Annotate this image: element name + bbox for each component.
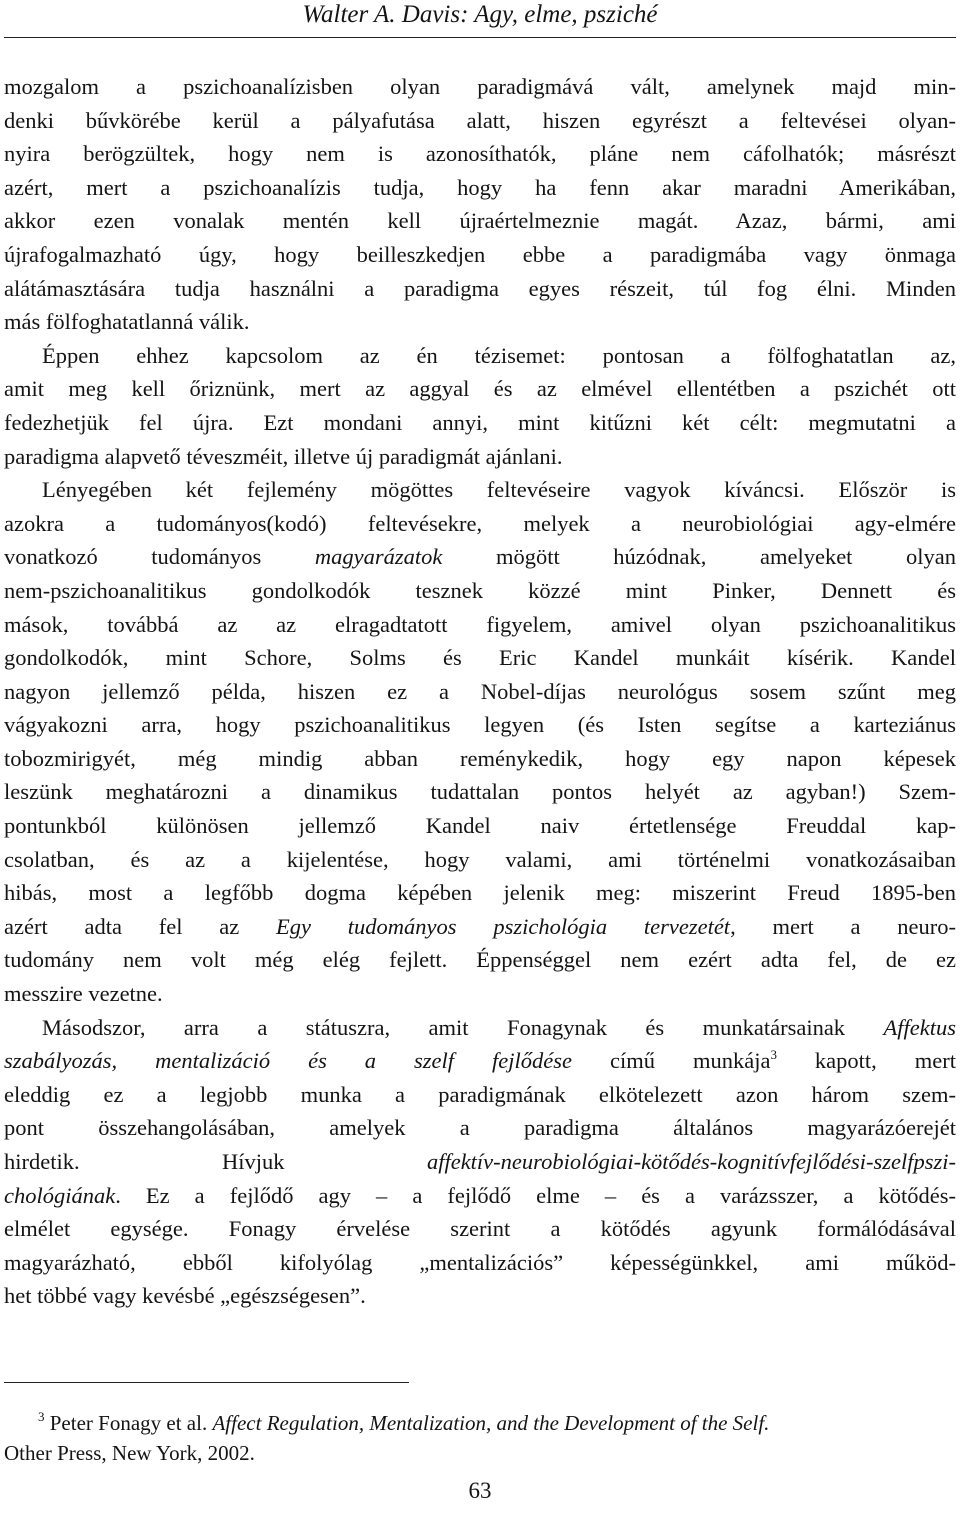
text-run: vonatkozó tudományos xyxy=(4,544,315,570)
text-line xyxy=(4,1145,956,1179)
text-line: amit meg kell őriznünk, mert az aggyal és az elmével ellentétben a pszichét ott xyxy=(4,376,956,402)
text-line: más fölfoghatatlanná válik. xyxy=(4,309,250,335)
text-line: fedezhetjük fel újra. Ezt mondani annyi, mint kitűzni két célt: megmutatni a xyxy=(4,409,956,435)
text-line: mások, továbbá az az elragadtatott figyelem, amivel olyan pszichoanalitikus xyxy=(4,611,956,637)
footnote-marker: 3 xyxy=(770,1047,777,1063)
text-line: csolatban, és az a kijelentése, hogy valami, ami történelmi vonatkozásaiban xyxy=(4,846,956,872)
footnote-title: Affect Regulation, Mentalization, and the Development of the Self. xyxy=(212,1411,770,1435)
text-line: alátámasztására tudja használni a paradigma egyes részeit, túl fog élni. Minden xyxy=(4,275,956,301)
footnote-number: 3 xyxy=(38,1409,45,1424)
text-run: . Ez a fejlődő agy – a fejlődő elme – és a varázsszer, a kötődés- xyxy=(115,1182,956,1208)
text-run: , mert a neuro- xyxy=(730,913,956,939)
text-line: pontunkból különösen jellemző Kandel naiv értetlensége Freuddal kap- xyxy=(4,813,956,839)
page-number: 63 xyxy=(468,1478,492,1503)
header-rule xyxy=(4,37,956,38)
text-run: mögött húzódnak, amelyeket olyan xyxy=(442,544,956,570)
text-run: című munkája xyxy=(572,1048,771,1074)
text-line xyxy=(4,910,956,944)
footnote-line: Other Press, New York, 2002. xyxy=(4,1441,255,1465)
text-run: Másodszor, arra a státuszra, amit Fonagynak és munkatársainak xyxy=(42,1014,884,1040)
text-line: mozgalom a pszichoanalízisben olyan paradigmává vált, amelynek majd min- xyxy=(4,74,956,99)
text-line: magyarázható, ebből kifolyólag „mentalizációs” képességünkkel, ami működ- xyxy=(4,1249,956,1275)
footnote xyxy=(4,1408,956,1468)
text-line: elmélet egysége. Fonagy érvelése szerint a kötődés agyunk formálódásával xyxy=(4,1216,956,1242)
text-line: Lényegében két fejlemény mögöttes feltevéseire vagyok kíváncsi. Először is xyxy=(42,477,956,503)
text-line: eleddig ez a legjobb munka a paradigmának elkötelezett azon három szem- xyxy=(4,1081,956,1107)
text-run: hirdetik. Hívjuk xyxy=(4,1149,427,1174)
text-line: Éppen ehhez kapcsolom az én tézisemet: pontosan a fölfoghatatlan az, xyxy=(42,342,956,368)
text-line: pont összehangolásában, amelyek a paradigma általános magyarázóerejét xyxy=(4,1115,956,1141)
italic-run: szabályozás, mentalizáció és a szelf fejlődése xyxy=(4,1048,572,1074)
text-line: azért, mert a pszichoanalízis tudja, hogy ha fenn akar maradni Amerikában, xyxy=(4,174,956,200)
text-line xyxy=(4,1011,956,1045)
text-line: paradigma alapvető téveszméit, illetve új paradigmát ajánlani. xyxy=(4,443,563,469)
text-run: azért adta fel az xyxy=(4,913,277,939)
text-line: denki bűvkörébe kerül a pályafutása alatt, hiszen egyrészt a feltevései olyan- xyxy=(4,107,956,133)
italic-run: Egy tudományos pszichológia tervezetét xyxy=(276,913,731,939)
text-line: tobozmirigyét, még mindig abban reménykedik, hogy egy napon képesek xyxy=(4,745,956,771)
running-head: Walter A. Davis: Agy, elme, psziché xyxy=(302,1,658,28)
text-line: nagyon jellemző példa, hiszen ez a Nobel-díjas neurológus sosem szűnt meg xyxy=(4,678,956,704)
footnote-rule xyxy=(4,1382,409,1383)
text-line xyxy=(4,1044,956,1078)
text-line: tudomány nem volt még elég fejlett. Éppenséggel nem ezért adta fel, de ez xyxy=(4,947,956,973)
text-line: nem-pszichoanalitikus gondolkodók tesznek közzé mint Pinker, Dennett és xyxy=(4,577,956,603)
text-line: het többé vagy kevésbé „egészségesen”. xyxy=(4,1283,366,1309)
text-line: messzire vezetne. xyxy=(4,981,163,1007)
text-line: újrafogalmazható úgy, hogy beilleszkedjen ebbe a paradigmába vagy önmaga xyxy=(4,241,956,267)
text-line: akkor ezen vonalak mentén kell újraértelmeznie magát. Azaz, bármi, ami xyxy=(4,208,956,234)
text-run: kapott, mert xyxy=(776,1048,956,1074)
footnote-line xyxy=(4,1408,956,1438)
italic-run: chológiának xyxy=(4,1182,116,1208)
text-line: gondolkodók, mint Schore, Solms és Eric Kandel munkáit kísérik. Kandel xyxy=(4,645,956,671)
text-line: vágyakozni arra, hogy pszichoanalitikus legyen (és Isten segítse a karteziánus xyxy=(4,712,956,738)
text-line: hibás, most a legfőbb dogma képében jelenik meg: miszerint Freud 1895-ben xyxy=(4,880,956,906)
body-text xyxy=(4,70,956,1313)
italic-run: magyarázatok xyxy=(314,544,443,570)
text-line xyxy=(4,540,956,574)
italic-run: Affektus xyxy=(883,1014,956,1040)
text-line xyxy=(4,1179,956,1213)
text-line: leszünk meghatározni a dinamikus tudattalan pontos helyét az agyban!) Szem- xyxy=(4,779,956,805)
text-line: nyira berögzültek, hogy nem is azonosíthatók, pláne nem cáfolhatók; másrészt xyxy=(4,141,956,167)
footnote-author: Peter Fonagy et al. xyxy=(44,1411,213,1435)
text-line: azokra a tudományos(kodó) feltevésekre, melyek a neurobiológiai agy-elmére xyxy=(4,510,956,536)
italic-run: affektív-neurobiológiai-kötődés-kognitívfejlődési-szelfpszi- xyxy=(426,1149,956,1174)
